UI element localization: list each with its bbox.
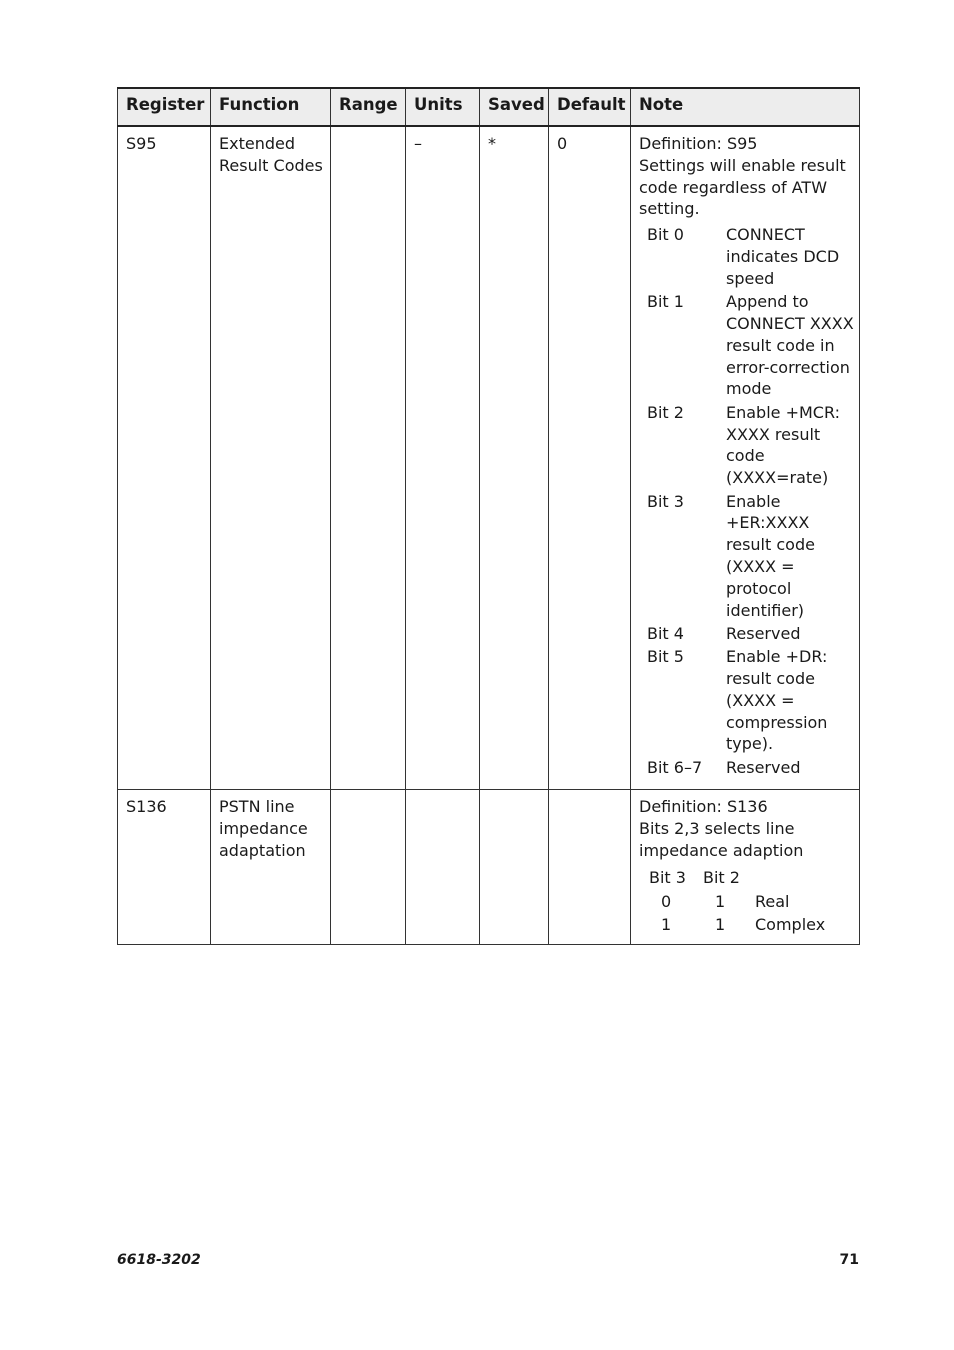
bit-name: Bit 2 [647, 402, 684, 422]
impedance-header [639, 867, 859, 891]
bit-description: Reserved [726, 757, 801, 777]
cell-saved [480, 790, 549, 945]
impedance-table [639, 867, 859, 938]
bit-list [639, 224, 859, 778]
bit-name: Bit 0 [647, 225, 684, 245]
cell-note [631, 790, 860, 945]
bit-row [639, 623, 859, 645]
note-description: Bits 2,3 selects line impedance adaption [639, 818, 804, 860]
note-definition: Definition: S136 [639, 797, 768, 816]
footer-page-number: 71 [839, 1252, 859, 1268]
header-range: Range [331, 88, 406, 126]
cell-register: S136 [118, 790, 211, 945]
cell-units: – [406, 126, 480, 790]
bit-row [639, 291, 859, 400]
impedance-header-bit3: Bit 3 [649, 868, 686, 888]
bit-description: Reserved [726, 623, 801, 643]
footer-doc-number: 6618-3202 [117, 1252, 201, 1268]
impedance-label: Complex [755, 915, 826, 935]
bit-description: Enable +MCR: XXXX result code (XXXX=rate) [726, 402, 840, 488]
impedance-header-bit2: Bit 2 [703, 868, 740, 888]
bit-description: Enable +ER:XXXX result code (XXXX = protocol identifier) [726, 491, 815, 620]
table-header-row [118, 88, 860, 126]
header-units: Units [406, 88, 480, 126]
impedance-row [639, 914, 859, 938]
cell-saved: * [480, 126, 549, 790]
header-saved: Saved [480, 88, 549, 126]
header-default: Default [549, 88, 631, 126]
cell-note [631, 126, 860, 790]
cell-default: 0 [549, 126, 631, 790]
bit-row [639, 491, 859, 622]
bit-row [639, 402, 859, 489]
impedance-row [639, 891, 859, 915]
cell-range [331, 790, 406, 945]
bit-name: Bit 3 [647, 491, 684, 511]
bit-row [639, 224, 859, 289]
bit-row [639, 646, 859, 755]
impedance-bit3: 1 [661, 915, 672, 935]
note-description: Settings will enable result code regardless of ATW setting. [639, 155, 846, 219]
impedance-bit2: 1 [715, 891, 726, 911]
bit-description: CONNECT indicates DCD speed [726, 225, 840, 288]
header-register: Register [118, 88, 211, 126]
table-row [118, 790, 860, 945]
cell-function: Extended Result Codes [211, 126, 331, 790]
impedance-bit3: 0 [661, 891, 672, 911]
cell-range [331, 126, 406, 790]
bit-name: Bit 6–7 [647, 757, 703, 777]
bit-description: Append to CONNECT XXXX result code in error-correction mode [726, 292, 854, 399]
cell-default [549, 790, 631, 945]
header-note: Note [631, 88, 860, 126]
register-table [117, 87, 860, 945]
cell-register: S95 [118, 126, 211, 790]
impedance-bit2: 1 [715, 915, 726, 935]
bit-name: Bit 4 [647, 623, 684, 643]
bit-name: Bit 5 [647, 647, 684, 667]
bit-row [639, 757, 859, 779]
bit-name: Bit 1 [647, 292, 684, 312]
cell-function: PSTN line impedance adaptation [211, 790, 331, 945]
impedance-label: Real [755, 891, 790, 911]
bit-description: Enable +DR: result code (XXXX = compression type). [726, 647, 828, 754]
table-row [118, 126, 860, 790]
header-function: Function [211, 88, 331, 126]
cell-units [406, 790, 480, 945]
note-definition: Definition: S95 [639, 134, 758, 153]
